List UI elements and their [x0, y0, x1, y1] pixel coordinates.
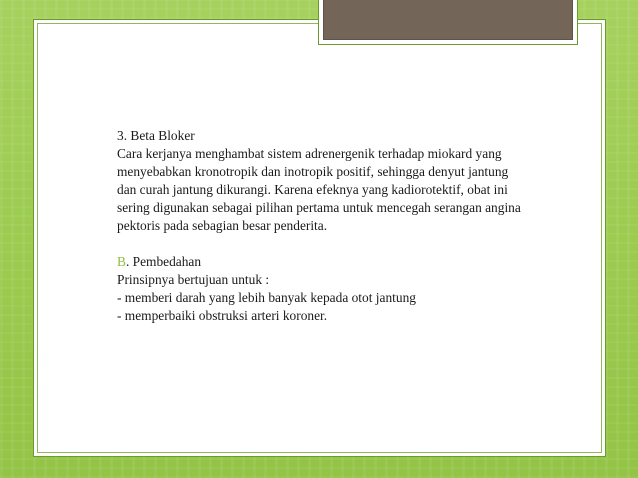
header-title-bar — [323, 0, 573, 40]
beta-blocker-line-1: Cara kerjanya menghambat sistem adrenergenik terhadap miokard yang — [117, 146, 502, 161]
surgery-title: . Pembedahan — [125, 254, 202, 269]
beta-blocker-line-4: sering digunakan sebagai pilihan pertama untuk mencegah serangan angina — [117, 200, 521, 215]
paragraph-gap — [117, 235, 577, 253]
surgery-letter: B — [117, 254, 126, 269]
beta-blocker-line-5: pektoris pada sebagian besar penderita. — [117, 218, 328, 233]
surgery-line-1: Prinsipnya bertujuan untuk : — [117, 272, 270, 287]
surgery-line-2: - memberi darah yang lebih banyak kepada otot jantung — [117, 290, 416, 305]
slide-content — [117, 127, 577, 325]
surgery-line-3: - memperbaiki obstruksi arteri koroner. — [117, 308, 328, 323]
beta-blocker-line-2: menyebabkan kronotropik dan inotropik positif, sehingga denyut jantung — [117, 164, 509, 179]
beta-blocker-line-3: dan curah jantung dikurangi. Karena efeknya yang kadiorotektif, obat ini — [117, 182, 508, 197]
surgery-heading — [117, 253, 577, 271]
beta-blocker-heading: 3. Beta Bloker — [117, 128, 195, 143]
